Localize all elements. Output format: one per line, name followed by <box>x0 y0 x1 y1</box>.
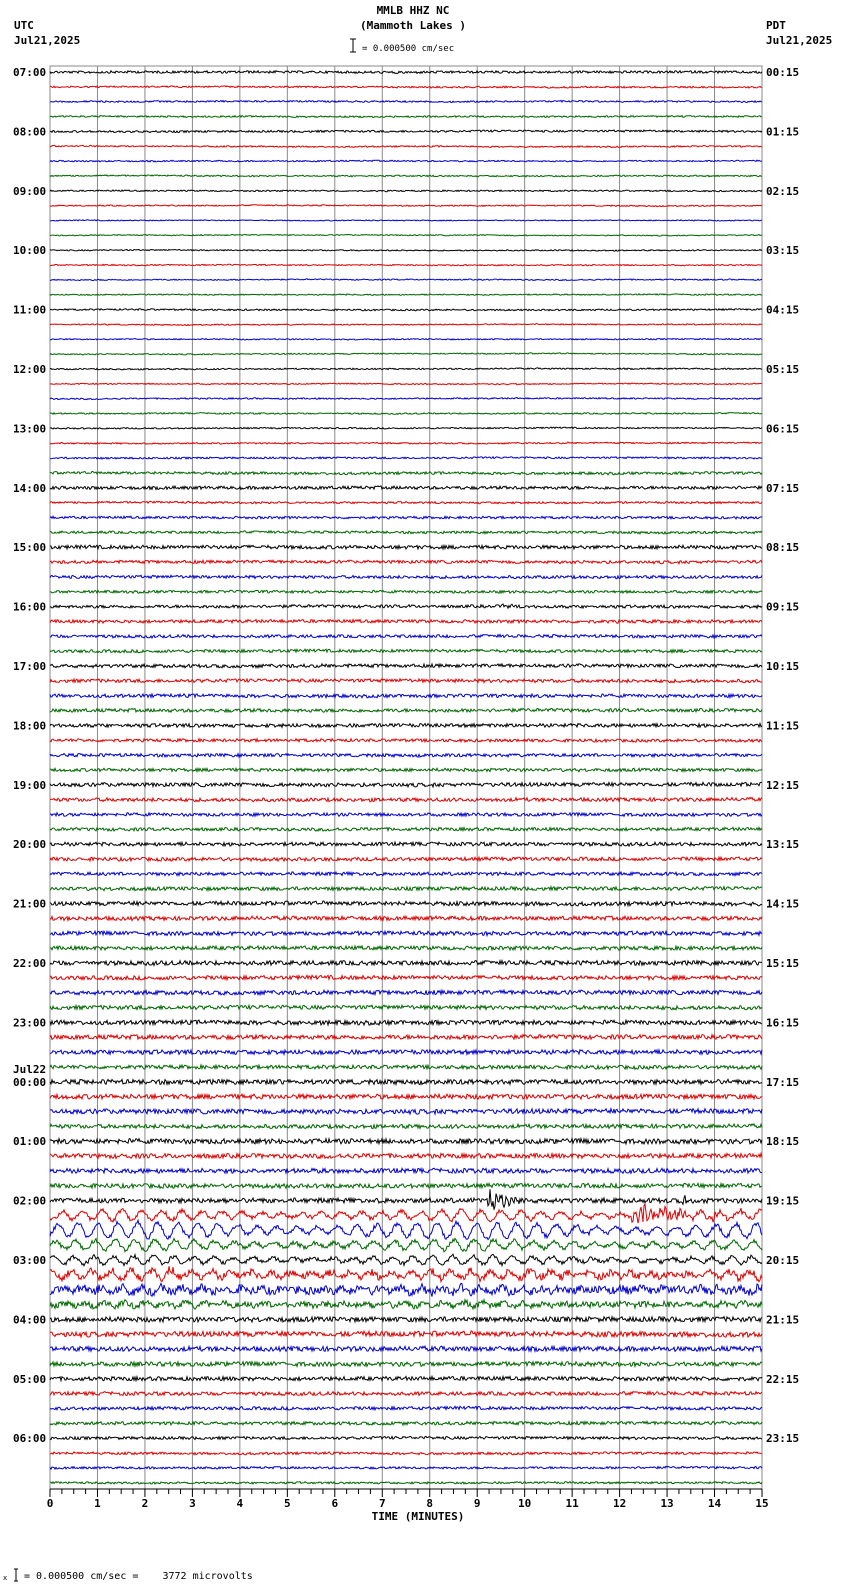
left-date: Jul21,2025 <box>14 34 81 47</box>
left-hour-label: 03:00 <box>13 1254 47 1267</box>
trace-row-42 <box>50 694 762 698</box>
x-tick-label: 4 <box>236 1497 244 1510</box>
right-hour-label: 10:15 <box>766 660 800 673</box>
right-date: Jul21,2025 <box>766 34 833 47</box>
x-tick-label: 11 <box>565 1497 579 1510</box>
trace-row-95 <box>50 1482 762 1484</box>
right-hour-label: 04:15 <box>766 303 800 317</box>
x-tick-label: 1 <box>94 1497 101 1510</box>
trace-row-8 <box>50 190 762 192</box>
trace-row-58 <box>50 931 762 935</box>
right-hour-label: 12:15 <box>766 778 800 792</box>
left-hour-label: 08:00 <box>13 125 47 139</box>
left-hour-label: 00:00 <box>13 1075 47 1089</box>
trace-row-28 <box>50 486 762 490</box>
trace-row-51 <box>50 827 762 831</box>
trace-row-86 <box>50 1346 762 1351</box>
bottom-axis <box>47 1489 769 1523</box>
trace-row-33 <box>50 560 762 564</box>
left-hour-label: 12:00 <box>13 363 47 376</box>
trace-row-26 <box>50 457 762 459</box>
trace-row-19 <box>50 353 762 355</box>
trace-row-40 <box>50 664 762 668</box>
left-hour-label: 20:00 <box>13 838 47 852</box>
right-hour-label: 06:15 <box>766 422 800 436</box>
trace-row-46 <box>50 753 762 757</box>
trace-row-92 <box>50 1436 762 1439</box>
station-location: (Mammoth Lakes ) <box>360 19 466 32</box>
trace-row-18 <box>50 338 762 340</box>
trace-row-91 <box>50 1421 762 1425</box>
right-hour-label: 09:15 <box>766 600 800 614</box>
left-hour-label: 19:00 <box>13 778 47 792</box>
trace-row-41 <box>50 679 762 683</box>
trace-row-56 <box>50 901 762 906</box>
right-hour-label: 05:15 <box>766 363 800 376</box>
trace-row-21 <box>50 383 762 385</box>
x-tick-label: 8 <box>426 1497 434 1510</box>
right-hour-label: 08:15 <box>766 541 800 555</box>
trace-row-31 <box>50 531 762 534</box>
x-axis-title: TIME (MINUTES) <box>371 1510 465 1523</box>
left-hour-label: 01:00 <box>13 1135 47 1149</box>
right-hour-label: 20:15 <box>766 1254 800 1267</box>
trace-row-82 <box>50 1283 762 1296</box>
x-tick-label: 13 <box>660 1497 674 1510</box>
trace-row-39 <box>50 649 762 653</box>
right-hour-label: 15:15 <box>766 957 800 970</box>
trace-row-20 <box>50 368 762 370</box>
right-hour-label: 01:15 <box>766 125 800 139</box>
left-hour-label: 09:00 <box>13 184 47 198</box>
x-tick-label: 12 <box>612 1497 627 1510</box>
trace-row-0 <box>50 71 762 74</box>
left-hour-label: 10:00 <box>13 244 47 258</box>
trace-row-81 <box>50 1266 762 1282</box>
trace-row-16 <box>50 309 762 311</box>
trace-row-14 <box>50 279 762 281</box>
right-hour-label: 07:15 <box>766 481 800 495</box>
right-hour-label: 14:15 <box>766 897 800 911</box>
trace-row-79 <box>50 1239 762 1252</box>
trace-row-49 <box>50 797 762 801</box>
trace-row-84 <box>50 1317 762 1322</box>
left-hour-label: 07:00 <box>13 66 47 79</box>
trace-row-44 <box>50 724 762 728</box>
x-tick-label: 9 <box>473 1497 481 1510</box>
trace-row-52 <box>50 842 762 846</box>
trace-row-60 <box>50 961 762 966</box>
right-hour-label: 02:15 <box>766 184 800 198</box>
scale-label: = 0.000500 cm/sec <box>362 44 455 54</box>
trace-row-62 <box>50 990 762 995</box>
trace-row-45 <box>50 739 762 742</box>
trace-row-53 <box>50 857 762 861</box>
right-hour-label: 22:15 <box>766 1372 800 1386</box>
trace-row-73 <box>50 1153 762 1158</box>
trace-row-32 <box>50 545 762 549</box>
svg-text:x: x <box>3 1574 8 1582</box>
trace-row-47 <box>50 768 762 772</box>
trace-row-85 <box>50 1331 762 1337</box>
right-hour-label: 16:15 <box>766 1016 800 1030</box>
x-tick-label: 7 <box>378 1497 386 1510</box>
x-tick-label: 14 <box>707 1497 722 1510</box>
trace-row-30 <box>50 516 762 519</box>
trace-row-10 <box>50 220 762 221</box>
trace-row-94 <box>50 1466 762 1469</box>
left-hour-label: 02:00 <box>13 1194 47 1208</box>
trace-row-7 <box>50 175 762 177</box>
trace-row-68 <box>50 1079 762 1084</box>
trace-row-69 <box>50 1094 762 1099</box>
trace-row-1 <box>50 86 762 88</box>
trace-row-37 <box>50 620 762 624</box>
trace-row-9 <box>50 205 762 207</box>
footer-scale-icon <box>3 1568 21 1582</box>
left-hour-label: 21:00 <box>13 897 47 911</box>
trace-row-24 <box>50 427 762 429</box>
trace-row-67 <box>50 1065 762 1069</box>
right-hour-label: 03:15 <box>766 244 800 258</box>
trace-row-65 <box>50 1035 762 1040</box>
x-tick-label: 5 <box>284 1497 291 1510</box>
trace-row-59 <box>50 946 762 950</box>
trace-row-48 <box>50 782 762 787</box>
trace-row-75 <box>50 1183 762 1188</box>
trace-row-43 <box>50 708 762 712</box>
right-timezone: PDT <box>766 19 786 32</box>
x-tick-label: 10 <box>518 1497 532 1510</box>
station-title: MMLB HHZ NC <box>376 4 450 17</box>
right-hour-label: 00:15 <box>766 66 800 79</box>
trace-row-87 <box>50 1362 762 1367</box>
trace-row-63 <box>50 1005 762 1010</box>
traces <box>50 71 762 1484</box>
trace-row-83 <box>50 1300 762 1310</box>
trace-row-50 <box>50 813 762 817</box>
trace-row-29 <box>50 501 762 504</box>
left-hour-label: 18:00 <box>13 719 47 733</box>
x-tick-label: 6 <box>331 1497 339 1510</box>
trace-row-89 <box>50 1392 762 1396</box>
trace-row-72 <box>50 1139 762 1144</box>
right-hour-label: 18:15 <box>766 1135 800 1149</box>
trace-row-70 <box>50 1109 762 1114</box>
left-hour-label: 23:00 <box>13 1016 47 1030</box>
trace-row-88 <box>50 1377 762 1381</box>
trace-row-5 <box>50 145 762 147</box>
trace-row-27 <box>50 471 762 474</box>
left-hour-label: 15:00 <box>13 541 47 555</box>
trace-row-74 <box>50 1168 762 1173</box>
trace-row-25 <box>50 442 762 444</box>
right-axis <box>766 66 799 1445</box>
trace-row-78 <box>50 1220 762 1239</box>
trace-row-17 <box>50 324 762 326</box>
trace-row-66 <box>50 1050 762 1055</box>
right-hour-label: 17:15 <box>766 1075 800 1089</box>
trace-row-12 <box>50 249 762 251</box>
x-tick-label: 0 <box>46 1497 54 1510</box>
trace-row-23 <box>50 413 762 415</box>
trace-row-55 <box>50 887 762 891</box>
left-axis <box>13 66 46 1445</box>
left-hour-label: 11:00 <box>13 303 47 317</box>
x-tick-label: 3 <box>189 1497 196 1510</box>
trace-row-54 <box>50 872 762 876</box>
trace-row-22 <box>50 398 762 400</box>
footer-scale-note: = 0.000500 cm/sec = 3772 microvolts <box>24 1571 253 1582</box>
x-tick-label: 15 <box>755 1497 769 1510</box>
left-hour-label: 16:00 <box>13 600 47 614</box>
trace-row-64 <box>50 1020 762 1025</box>
trace-row-15 <box>50 294 762 296</box>
left-hour-label: 17:00 <box>13 660 47 673</box>
left-hour-label: 06:00 <box>13 1432 47 1446</box>
trace-row-35 <box>50 590 762 593</box>
trace-row-3 <box>50 116 762 118</box>
trace-row-13 <box>50 264 762 266</box>
trace-row-76 <box>50 1189 762 1209</box>
trace-row-36 <box>50 604 762 608</box>
trace-row-57 <box>50 916 762 920</box>
right-hour-label: 21:15 <box>766 1313 800 1327</box>
date-change-label: Jul22 <box>13 1062 47 1076</box>
trace-row-34 <box>50 575 762 578</box>
left-hour-label: 14:00 <box>13 481 47 495</box>
trace-row-77 <box>50 1204 762 1223</box>
left-hour-label: 13:00 <box>13 422 47 436</box>
right-hour-label: 19:15 <box>766 1194 800 1208</box>
trace-row-2 <box>50 100 762 102</box>
trace-row-71 <box>50 1124 762 1129</box>
left-timezone: UTC <box>14 19 34 32</box>
x-tick-label: 2 <box>141 1497 149 1510</box>
right-hour-label: 13:15 <box>766 838 800 852</box>
trace-row-6 <box>50 160 762 162</box>
left-hour-label: 22:00 <box>13 957 47 970</box>
right-hour-label: 23:15 <box>766 1432 800 1446</box>
left-hour-label: 04:00 <box>13 1313 47 1327</box>
trace-row-93 <box>50 1452 762 1455</box>
trace-row-11 <box>50 234 762 236</box>
trace-row-80 <box>50 1254 762 1266</box>
trace-row-4 <box>50 130 762 133</box>
trace-row-90 <box>50 1406 762 1410</box>
right-hour-label: 11:15 <box>766 719 800 733</box>
left-hour-label: 05:00 <box>13 1372 47 1386</box>
trace-row-38 <box>50 635 762 639</box>
trace-row-61 <box>50 975 762 980</box>
